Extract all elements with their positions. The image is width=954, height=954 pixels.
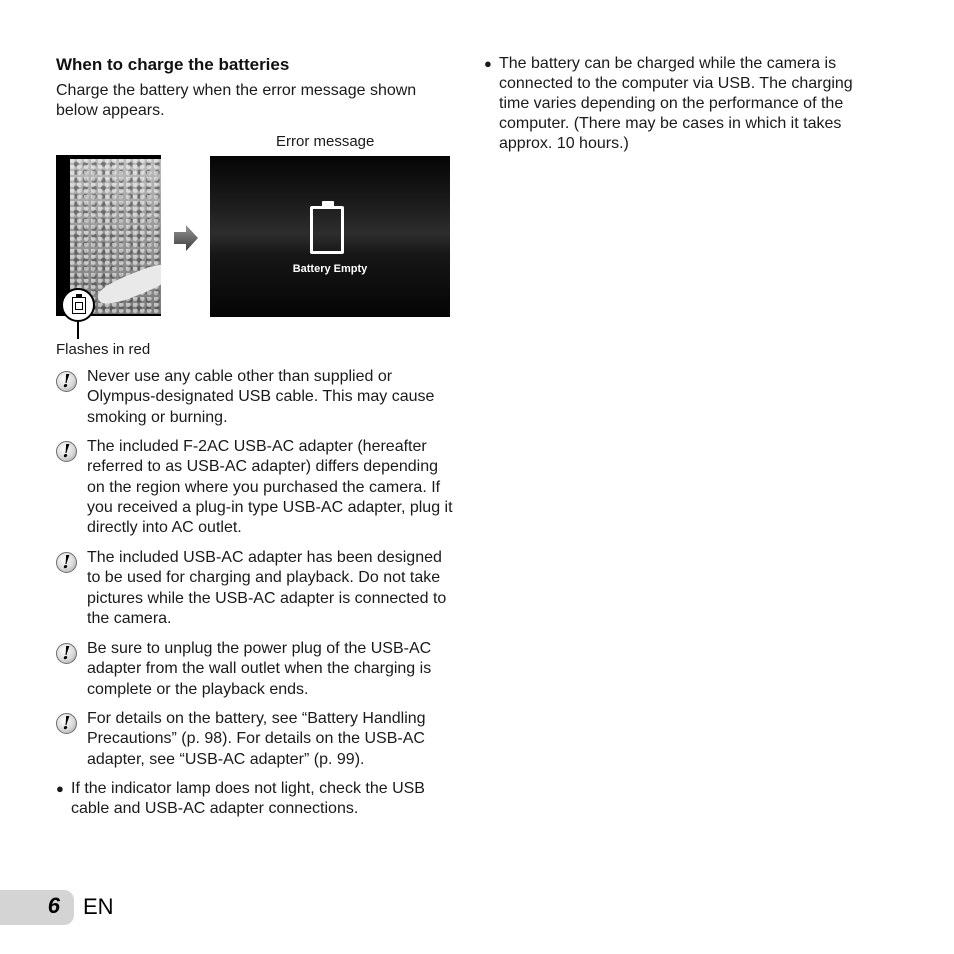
caution-text: Never use any cable other than supplied or Olympus-designated USB cable. This may cause smoking or burning. (87, 368, 435, 426)
caution-text: Be sure to unplug the power plug of the USB-AC adapter from the wall outlet when the charging is complete or the playback ends. (87, 640, 432, 698)
bullet-glyph: ● (484, 56, 492, 71)
battery-empty-icon (310, 206, 344, 254)
page-language: EN (83, 894, 114, 919)
intro-paragraph: Charge the battery when the error message shown below appears. (56, 82, 417, 119)
battery-indicator-callout (61, 288, 95, 322)
caution-icon: ! (56, 441, 77, 462)
battery-empty-text: Battery Empty (292, 263, 368, 275)
page-number: 6 (47, 893, 60, 918)
flashes-in-red-caption: Flashes in red (56, 341, 151, 358)
page-number-tab (0, 890, 74, 925)
error-screen (210, 156, 450, 317)
error-message-caption: Error message (276, 133, 375, 150)
arrow-right-icon (172, 224, 200, 252)
bullet-glyph: ● (56, 781, 64, 796)
caution-icon: ! (56, 552, 77, 573)
bullet-text: The battery can be charged while the camera is connected to the computer via USB. The charging time varies depending on the performance of the computer. (There may be cases in which it takes approx. 10 hours.) (499, 55, 853, 152)
callout-line (77, 321, 79, 339)
caution-text: The included F-2AC USB-AC adapter (hereafter referred to as USB-AC adapter) differs depending on the region where you purchased the camera. If you received a plug-in type USB-AC adapter, plug it directly into AC outlet. (87, 438, 453, 537)
caution-text: For details on the battery, see “Battery Handling Precautions” (p. 98). For details on the USB-AC adapter, see “USB-AC adapter” (p. 99). (87, 710, 426, 768)
caution-icon: ! (56, 371, 77, 392)
caution-icon: ! (56, 643, 77, 664)
bullet-text: If the indicator lamp does not light, check the USB cable and USB-AC adapter connections. (71, 780, 425, 817)
caution-icon: ! (56, 713, 77, 734)
section-heading: When to charge the batteries (56, 55, 290, 74)
caution-text: The included USB-AC adapter has been designed to be used for charging and playback. Do not take pictures while the USB-AC adapter is connected to the camera. (87, 549, 447, 627)
